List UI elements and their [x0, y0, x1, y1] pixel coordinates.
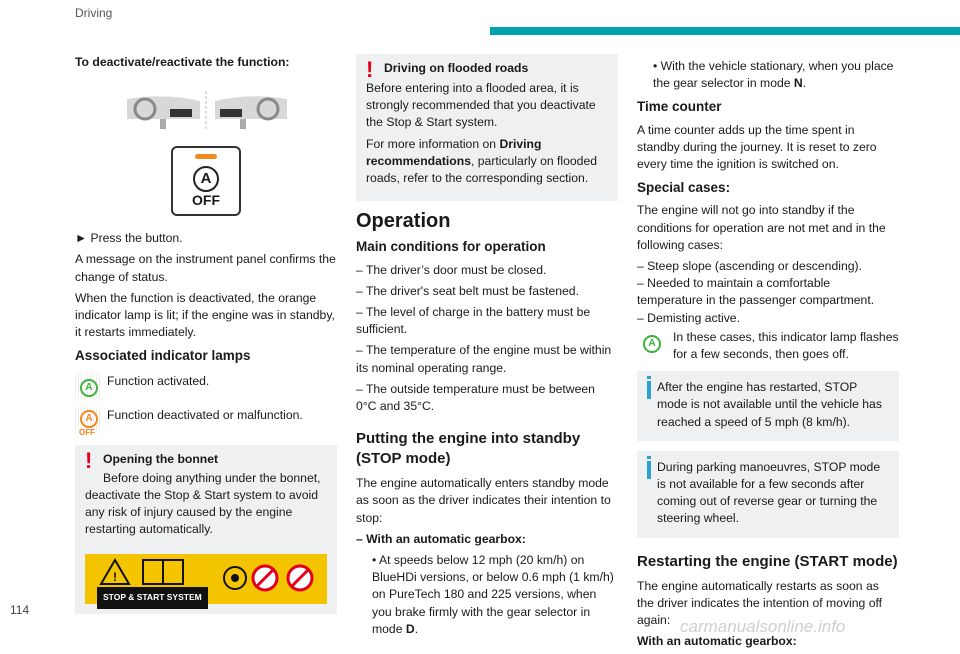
deactivated-text: When the function is deactivated, the orange indicator lamp is lit; if the engine was in standby, it restarts immediately.	[75, 290, 335, 340]
orange-led	[195, 154, 217, 159]
warning-box-bonnet	[75, 445, 337, 615]
stop-start-label-text: STOP & START SYSTEM	[97, 587, 208, 608]
column-1	[75, 54, 337, 624]
info-text: During parking manoeuvres, STOP mode is not available for a few seconds after coming out of reverse gear or turning the steering wheel.	[657, 459, 881, 526]
info-icon	[647, 461, 651, 479]
warning-box-flooded	[356, 54, 618, 201]
orange-auto-off-lamp-icon: A OFF	[75, 407, 101, 433]
restart-text: The engine automatically restarts as soon as the driver indicates the intention of moving off again:	[637, 578, 883, 628]
lamps-heading: Associated indicator lamps	[75, 348, 251, 364]
condition-item: – The temperature of the engine must be within its nominal operating range.	[356, 343, 612, 375]
restart-auto-label: With an automatic gearbox:	[637, 634, 797, 649]
condition-item: – The outside temperature must be between 0°C and 35°C.	[356, 381, 595, 414]
flooded-title: Driving on flooded roads	[384, 61, 529, 75]
lamp-activated-text: Function activated.	[107, 373, 210, 388]
bullet-speed: • At speeds below 12 mph (20 km/h) on BlueHDi versions, or below 0.6 mph (1 km/h) on PureTech 180 and 225 versions, when you brake firmly with the gear selector in mode D.	[372, 553, 614, 636]
case-item: – Needed to maintain a comfortable temperature in the passenger compartment.	[637, 276, 875, 308]
operation-heading: Operation	[356, 210, 451, 233]
info-icon	[647, 381, 651, 399]
info-box-speed	[637, 371, 899, 441]
column-3	[637, 54, 899, 654]
case-item: – Demisting active.	[637, 310, 740, 325]
auto-gearbox-label: – With an automatic gearbox:	[356, 531, 526, 546]
lamp-row-deactivated	[75, 407, 337, 437]
info-box-parking	[637, 451, 899, 538]
warning-title: Opening the bonnet	[103, 451, 219, 466]
lamp-row-activated	[75, 373, 337, 399]
off-label: OFF	[192, 192, 220, 209]
time-counter-text: A time counter adds up the time spent in standby during the journey. It is reset to zero every time the ignition is switched on.	[637, 122, 877, 172]
stop-start-warning-label	[85, 554, 327, 604]
confirm-text: A message on the instrument panel confirms the change of status.	[75, 252, 336, 284]
flashing-auto-lamp-icon: A	[637, 329, 667, 359]
column-2	[356, 54, 618, 642]
green-auto-lamp-icon: A	[75, 373, 101, 399]
svg-text:!: !	[113, 570, 117, 585]
warning-icon: !	[85, 447, 93, 473]
stop-start-button[interactable]	[171, 146, 241, 216]
restart-heading: Restarting the engine (START mode)	[637, 552, 898, 570]
watermark: carmanualsonline.info	[680, 617, 846, 636]
main-conditions-heading: Main conditions for operation	[356, 239, 546, 255]
time-counter-heading: Time counter	[637, 99, 722, 115]
lamp-deactivated-text: Function deactivated or malfunction.	[107, 407, 303, 422]
flooded-text: Before entering into a flooded area, it is strongly recommended that you deactivate the Stop & Start system.	[366, 81, 596, 130]
case-item: – Steep slope (ascending or descending).	[637, 259, 862, 274]
warning-text: Before doing anything under the bonnet, deactivate the Stop & Start system to avoid any risk of injury caused by the engine restarting automatically.	[85, 470, 321, 537]
condition-item: – The driver's seat belt must be fastened.	[356, 283, 579, 298]
steering-wheel-icon	[75, 89, 337, 134]
warning-icon: !	[366, 57, 374, 82]
info-text: After the engine has restarted, STOP mode is not available until the vehicle has reached a speed of 5 mph (8 km/h).	[657, 380, 882, 429]
auto-a-icon: A	[193, 166, 219, 192]
section-title: Driving	[75, 6, 113, 20]
press-step: ► Press the button.	[75, 231, 183, 246]
steering-wheel-illustration	[75, 89, 337, 134]
bullet-stationary: • With the vehicle stationary, when you place the gear selector in mode N.	[653, 59, 894, 91]
condition-item: – The level of charge in the battery must be sufficient.	[356, 305, 591, 337]
flooded-more: For more information on Driving recommendations, particularly on flooded roads, refer to the corresponding section.	[366, 136, 597, 186]
header-accent-bar	[490, 27, 960, 35]
condition-item: – The driver’s door must be closed.	[356, 262, 547, 277]
flash-lamp-row	[637, 329, 899, 363]
flash-text: In these cases, this indicator lamp flashes for a few seconds, then goes off.	[673, 329, 899, 362]
standby-heading: Putting the engine into standby (STOP mode)	[356, 430, 581, 468]
deactivate-heading: To deactivate/reactivate the function:	[75, 55, 290, 69]
special-cases-heading: Special cases:	[637, 180, 731, 196]
standby-text: The engine automatically enters standby mode as soon as the driver indicates their intention to stop:	[356, 476, 611, 525]
special-cases-text: The engine will not go into standby if the conditions for operation are not met and in the following cases:	[637, 203, 886, 252]
page-number: 114	[10, 603, 30, 617]
